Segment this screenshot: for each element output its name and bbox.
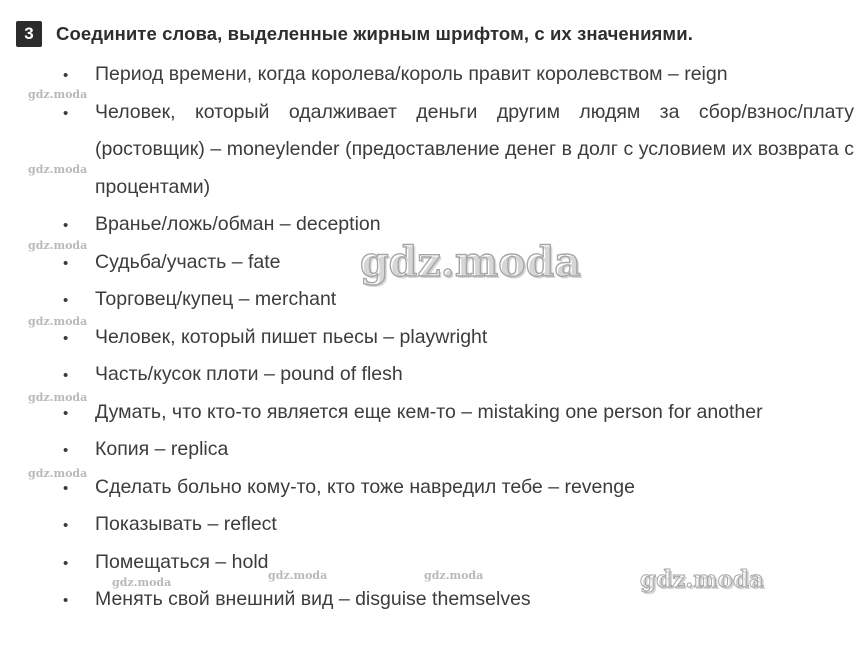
bullet-icon: • [63,292,69,309]
bullet-icon: • [63,592,69,609]
bullet-icon: • [63,404,69,422]
list-item [0,469,864,507]
list-item [0,394,864,432]
task-title: Соедините слова, выделенные жирным шрифтом, с их значениями. [56,23,693,44]
list-item-text: Думать, что кто-то является еще кем-то – mistaking one person for another [95,400,763,423]
word-definition-list [0,56,864,619]
list-item-text: Судьба/участь – fate [95,250,281,273]
watermark: gdz.moda [28,88,88,101]
bullet-icon: • [63,67,69,84]
list-item-text: Помещаться – hold [95,550,269,573]
list-item [0,431,864,469]
watermark: gdz.moda [28,467,88,480]
watermark: gdz.moda [28,239,88,252]
task-header [16,20,693,48]
list-item [0,319,864,357]
bullet-icon: • [63,367,69,384]
watermark: gdz.moda [28,163,88,176]
task-number-badge: 3 [16,21,42,47]
bullet-icon: • [63,217,69,234]
bullet-icon: • [63,554,69,572]
list-item [0,506,864,544]
watermark-large: gdz.moda [640,566,764,593]
watermark: gdz.moda [424,569,484,582]
bullet-icon: • [63,479,69,497]
list-item [0,356,864,394]
watermark: gdz.moda [28,391,88,404]
list-item-text: Показывать – reflect [95,513,277,535]
list-item-text: Человек, который одалживает деньги другим людям за сбор/взнос/плату (ростовщик) – moneylender (предоставление денег в долг с условием их возврата с процентами) [95,100,854,198]
bullet-icon: • [63,104,69,122]
bullet-icon: • [63,442,69,459]
list-item-text: Часть/кусок плоти – pound of flesh [95,363,403,385]
bullet-icon: • [63,517,69,534]
list-item [0,94,864,207]
watermark: gdz.moda [28,315,88,328]
watermark: gdz.moda [268,569,328,582]
list-item-text: Человек, который пишет пьесы – playwright [95,325,488,348]
list-item-text: Вранье/ложь/обман – deception [95,213,381,235]
watermark: gdz.moda [112,576,172,589]
list-item-text: Торговец/купец – merchant [95,288,337,310]
watermark-large: gdz.moda [360,238,581,286]
list-item [0,56,864,94]
bullet-icon: • [63,329,69,347]
list-item-text: Копия – replica [95,438,229,460]
bullet-icon: • [63,254,69,272]
list-item-text: Период времени, когда королева/король правит королевством – reign [95,63,728,85]
list-item-text: Менять свой внешний вид – disguise themselves [95,588,531,610]
list-item-text: Сделать больно кому-то, кто тоже навредил тебе – revenge [95,475,635,498]
list-item [0,281,864,319]
